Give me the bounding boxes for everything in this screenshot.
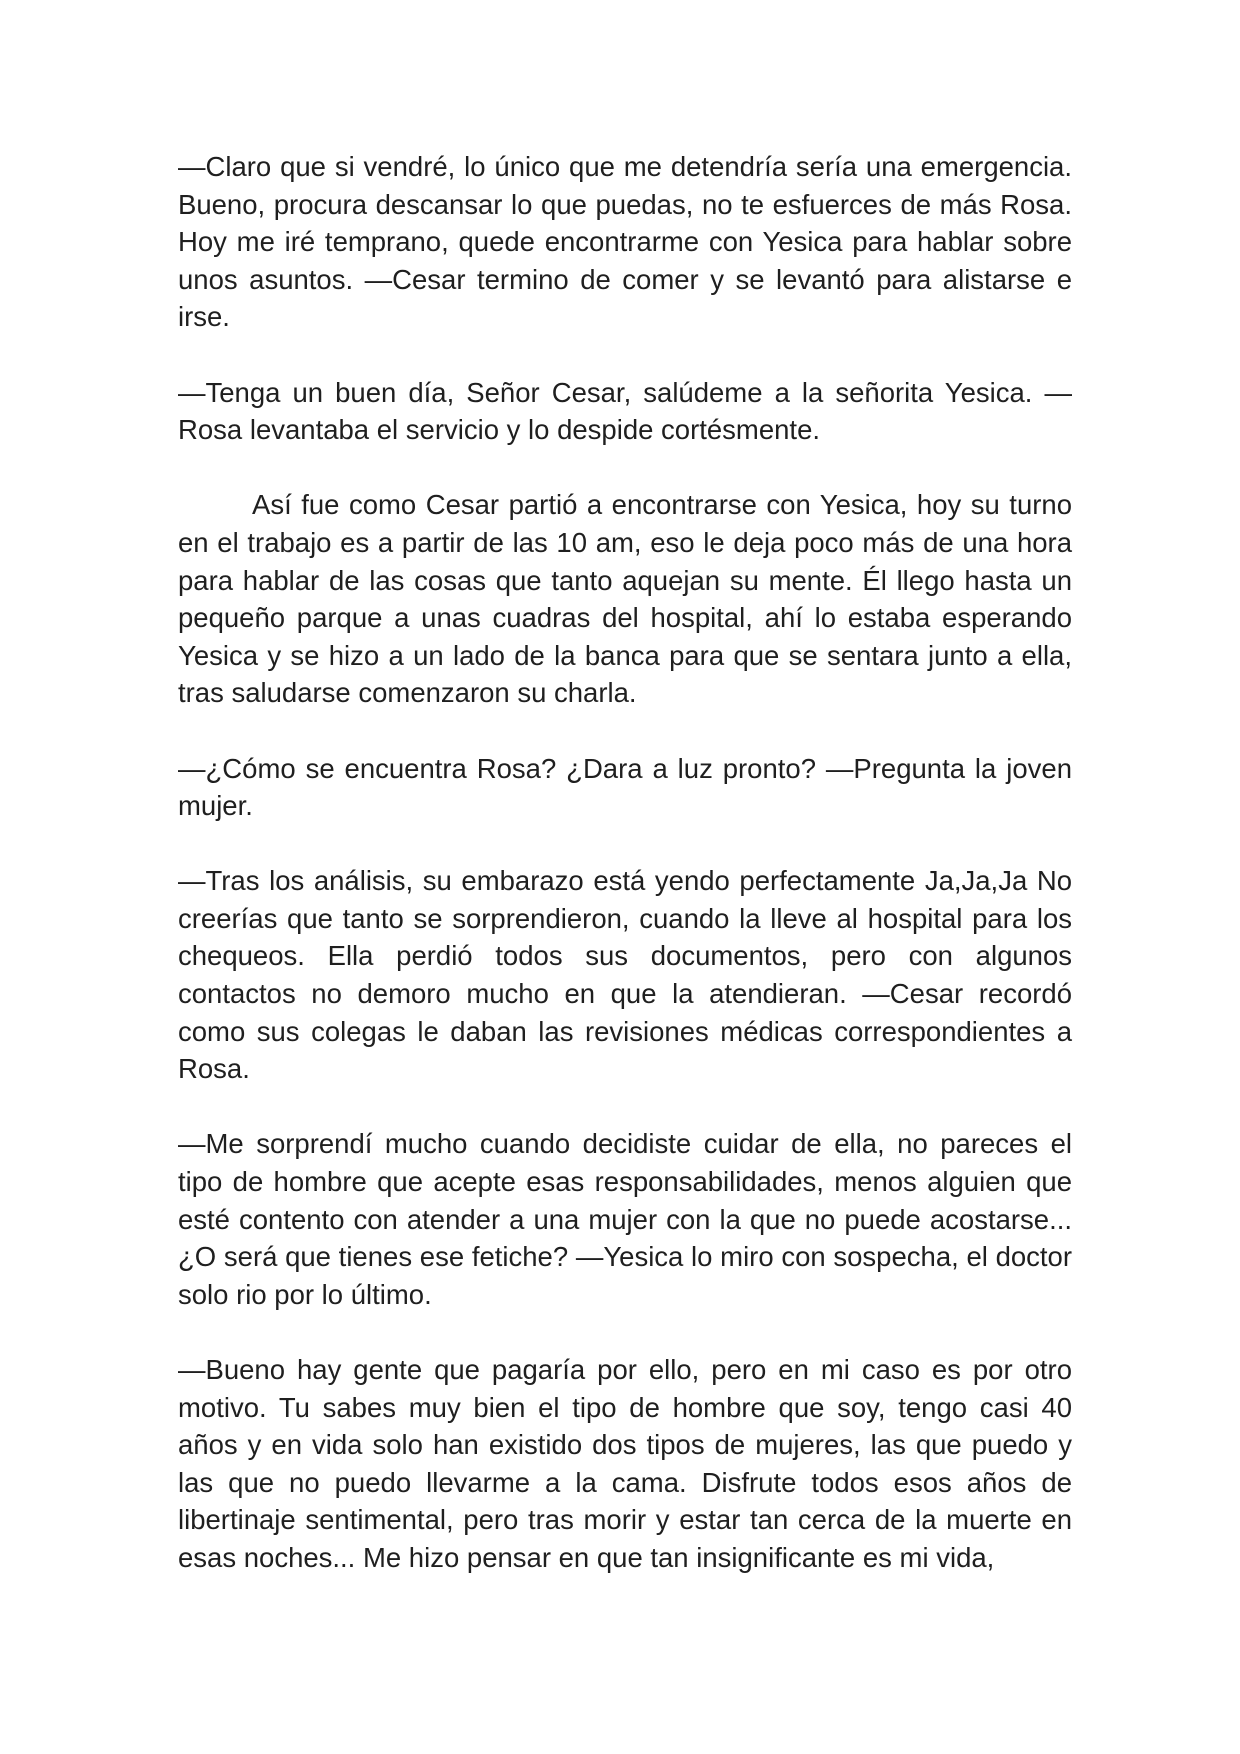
- paragraph: —Me sorprendí mucho cuando decidiste cuidar de ella, no pareces el tipo de hombre que acepte esas responsabilidades, menos alguien que esté contento con atender a una mujer con la que no puede acostarse... ¿O será que tienes ese fetiche? —Yesica lo miro con sospecha, el doctor solo rio por lo último.: [178, 1128, 1072, 1310]
- paragraph: —Tenga un buen día, Señor Cesar, salúdeme a la señorita Yesica. —Rosa levantaba el servicio y lo despide cortésmente.: [178, 376, 1072, 446]
- paragraph: —Claro que si vendré, lo único que me detendría sería una emergencia. Bueno, procura descansar lo que puedas, no te esfuerces de más Rosa. Hoy me iré temprano, quede encontrarme con Yesica para hablar sobre unos asuntos. —Cesar termino de comer y se levantó para alistarse e irse.: [178, 151, 1072, 333]
- paragraph: —Tras los análisis, su embarazo está yendo perfectamente Ja,Ja,Ja No creerías que tanto se sorprendieron, cuando la lleve al hospital para los chequeos. Ella perdió todos sus documentos, pero con algunos contactos no demoro mucho en que la atendieran. —Cesar recordó como sus colegas le daban las revisiones médicas correspondientes a Rosa.: [178, 865, 1072, 1085]
- paragraph: —¿Cómo se encuentra Rosa? ¿Dara a luz pronto? —Pregunta la joven mujer.: [178, 752, 1072, 822]
- paragraph: —Bueno hay gente que pagaría por ello, pero en mi caso es por otro motivo. Tu sabes muy bien el tipo de hombre que soy, tengo casi 40 años y en vida solo han existido dos tipos de mujeres, las que puedo y las que no puedo llevarme a la cama. Disfrute todos esos años de libertinaje sentimental, pero tras morir y estar tan cerca de la muerte en esas noches... Me hizo pensar en que tan insignificante es mi vida,: [178, 1354, 1072, 1573]
- document-page: [178, 148, 1072, 1577]
- paragraph: Así fue como Cesar partió a encontrarse con Yesica, hoy su turno en el trabajo es a partir de las 10 am, eso le deja poco más de una hora para hablar de las cosas que tanto aquejan su mente. Él llego hasta un pequeño parque a unas cuadras del hospital, ahí lo estaba esperando Yesica y se hizo a un lado de la banca para que se sentara junto a ella, tras saludarse comenzaron su charla.: [178, 489, 1072, 709]
